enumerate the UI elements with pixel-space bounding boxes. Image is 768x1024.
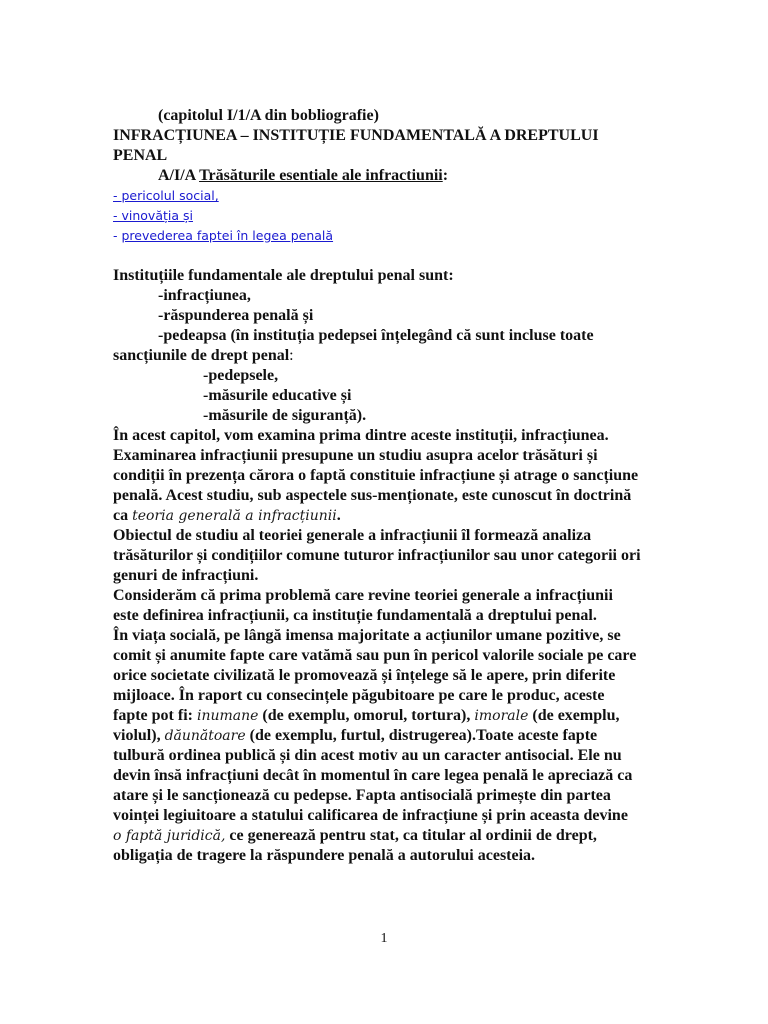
paragraph-line: genuri de infracțiuni. (113, 567, 259, 584)
list-item: -pedeapsa (în instituția pedepsei înțelegând că sunt incluse toate (158, 327, 594, 344)
paragraph-line: obligația de tragere la răspundere penală a autorului acesteia. (113, 847, 536, 864)
text-run: ca (113, 507, 133, 524)
text-run: . (336, 507, 341, 524)
section-heading (113, 166, 673, 186)
link-vinovatia[interactable]: - vinovăția și (113, 208, 193, 223)
link-item (113, 206, 673, 226)
text-run: (de exemplu, omorul, tortura), (258, 707, 475, 724)
link-dash: - (113, 228, 122, 243)
section-title: Trăsăturile esentiale ale infractiunii (199, 167, 443, 184)
section-colon: : (442, 167, 449, 184)
paragraph-line (113, 726, 673, 746)
italic-term: teoria generală a infracțiunii (132, 508, 337, 524)
chapter-title-line2: PENAL (113, 147, 168, 164)
section-prefix: A/I/A (158, 167, 200, 184)
link-pericolul-social[interactable]: - pericolul social, (113, 188, 219, 203)
link-prevederea-faptei[interactable]: prevederea faptei în legea penală (121, 228, 334, 243)
paragraph-line: orice societate civilizată le promovează și înțelege să le apere, prin diferite (113, 667, 616, 684)
italic-term: o faptă juridică, (113, 828, 226, 844)
paragraph-line (113, 506, 673, 526)
text-run: În acest capitol, vom examina prima dintre aceste instituții, (113, 427, 522, 444)
paragraph-line: este definirea infracțiunii, ca instituție fundamentală a dreptului penal. (113, 607, 597, 624)
paragraph-line: tulbură ordinea publică și din acest motiv au un caracter antisocial. Ele nu (113, 747, 622, 764)
list-item: -infracțiunea, (158, 287, 251, 304)
paragraph-line: comit și anumite fapte care vatămă sau pun în pericol valorile sociale pe care (113, 647, 637, 664)
paragraph-line: În viața socială, pe lângă imensa majoritate a acțiunilor umane pozitive, se (113, 627, 621, 644)
paragraph-line (113, 426, 673, 446)
italic-term: dăunătoare (164, 728, 246, 744)
text-run: (de exemplu, (528, 707, 620, 724)
sub-list-item: -pedepsele, (203, 367, 279, 384)
text-run: violul), (113, 727, 165, 744)
chapter-title-line1: INFRACȚIUNEA – INSTITUȚIE FUNDAMENTALĂ A DREPTULUI (113, 127, 599, 144)
paragraph-line: Examinarea infracțiunii presupune un studiu asupra acelor trăsături și (113, 447, 598, 464)
text-run: ce generează pentru stat, ca titular al ordinii de drept, (225, 827, 597, 844)
link-item (113, 186, 673, 206)
bold-term: infracțiunea (521, 427, 605, 444)
spacer (113, 246, 673, 266)
italic-term: inumane (196, 708, 259, 724)
paragraph-line: condiții în prezența cărora o faptă constituie infracțiune și atrage o sancțiune (113, 467, 639, 484)
paragraph-line: Considerăm că prima problemă care revine teoriei generale a infracțiunii (113, 587, 613, 604)
link-item (113, 226, 673, 246)
colon: : (289, 347, 294, 364)
paragraph-line: voinței legiuitoare a statului calificarea de infracțiune și prin aceasta devine (113, 807, 628, 824)
paragraph-line: trăsăturilor și condițiilor comune tuturor infracțiunilor sau unor categorii ori (113, 547, 641, 564)
paragraph-line: mijloace. În raport cu consecințele păgubitoare pe care le produc, aceste (113, 687, 605, 704)
text-run: fapte pot fi: (113, 707, 197, 724)
paragraph-line: atare și le sancționează cu pedepse. Fapta antisocială primește din partea (113, 787, 611, 804)
text-run: (de exemplu, furtul, distrugerea).Toate aceste fapte (245, 727, 598, 744)
list-item: -răspunderea penală și (158, 307, 314, 324)
sub-list-item: -măsurile educative și (203, 387, 352, 404)
italic-term: imorale (474, 708, 529, 724)
paragraph-line: devin însă infracțiuni decât în momentul în care legea penală le apreciază ca (113, 767, 633, 784)
text-run: . (604, 427, 609, 444)
sub-list-item: -măsurile de siguranță). (203, 407, 367, 424)
source-note: (capitolul I/1/A din bobliografie) (158, 107, 379, 124)
list-item-continuation (113, 346, 673, 366)
paragraph-line: Obiectul de studiu al teoriei generale a infracțiunii îl formează analiza (113, 527, 592, 544)
page-number: 1 (380, 931, 388, 946)
paragraph-line (113, 826, 673, 846)
paragraph-line (113, 706, 673, 726)
bold-term: sancțiunile de drept penal (113, 347, 290, 364)
paragraph-line: penală. Acest studiu, sub aspectele sus-menționate, este cunoscut în doctrină (113, 487, 632, 504)
institutions-intro: Instituțiile fundamentale ale dreptului penal sunt: (113, 267, 454, 284)
document-body (113, 106, 673, 866)
